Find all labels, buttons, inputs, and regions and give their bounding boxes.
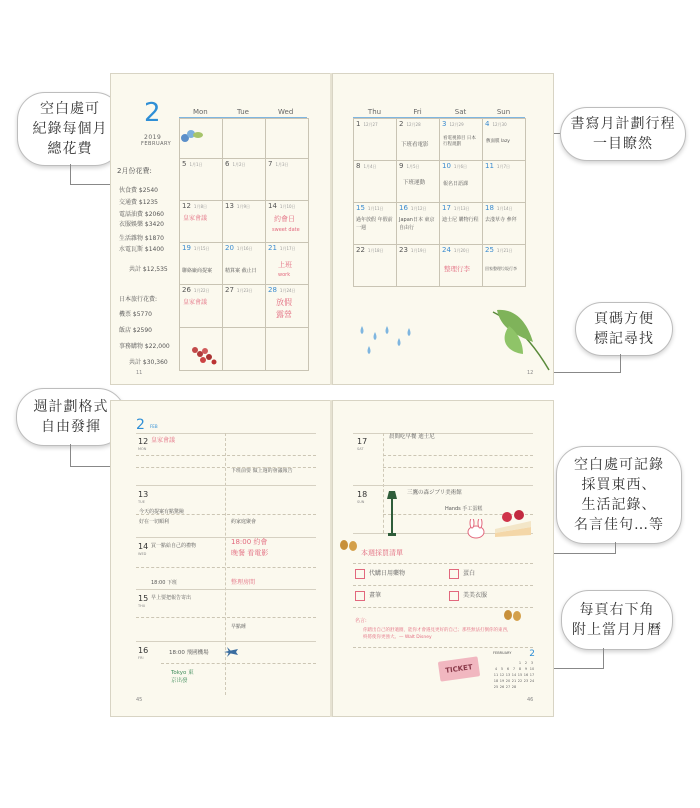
day-note: 18:00 下班 xyxy=(151,580,177,586)
leader-line xyxy=(70,184,115,186)
month-grid-right xyxy=(353,118,526,287)
weekday-label: Mon xyxy=(179,108,222,119)
mini-calendar-day: 8 xyxy=(518,667,522,671)
month-number: 2 xyxy=(144,98,161,128)
day-cell[interactable]: 23 1月19日 xyxy=(397,245,440,287)
month-name: FEBRUARY xyxy=(141,141,172,147)
day-cell[interactable]: 22 1月18日 xyxy=(354,245,397,287)
cell-note: 上班 xyxy=(278,261,292,269)
shopping-item: 畫筆 xyxy=(369,592,382,599)
day-cell[interactable]: 7 1月3日 xyxy=(266,159,309,201)
mini-calendar-day: 20 xyxy=(505,679,511,683)
weekday-label: Wed xyxy=(264,108,307,119)
quote-label: 名言: xyxy=(355,618,367,624)
shopping-checkbox[interactable] xyxy=(355,591,365,601)
cell-note: 過年放假 年假前一週 xyxy=(356,217,393,231)
cell-note: 放假 露營 xyxy=(276,298,292,319)
mini-calendar-day: 3 xyxy=(530,661,534,665)
leader-line xyxy=(70,164,72,184)
day-cell[interactable]: 5 1月1日 xyxy=(180,159,223,201)
mini-calendar-day: 11 xyxy=(493,673,499,677)
day-cell[interactable]: 1 12月27 xyxy=(354,119,397,161)
mini-calendar-day: 19 xyxy=(499,679,505,683)
expense-item: 飯店 $2590 xyxy=(119,327,152,334)
leader-line xyxy=(620,354,622,372)
day-number: 15 xyxy=(138,594,149,603)
mini-calendar-day: 5 xyxy=(500,667,504,671)
cell-note: 去淺草寺 參拜 xyxy=(485,217,517,223)
cell-note: 聯絡廠商提案 xyxy=(182,268,213,274)
mini-calendar-grid xyxy=(493,661,535,689)
cake-illustration xyxy=(493,509,533,539)
day-note: 三鷹の森ジブリ美術館 xyxy=(407,490,462,496)
leaf-illustration xyxy=(489,306,553,374)
mini-calendar-day: 24 xyxy=(529,679,535,683)
day-note: 18:00 約會 xyxy=(231,538,268,546)
expense-item: 生活雜物 $1870 xyxy=(119,235,164,242)
day-cell[interactable]: 19 1月15日 聯絡廠商提案 xyxy=(180,243,223,285)
cell-note: 下班看電影 xyxy=(401,142,429,148)
day-number: 12 xyxy=(138,437,149,446)
day-number: 16 xyxy=(138,646,149,655)
mini-calendar-day: 27 xyxy=(505,685,511,689)
day-note: 皇家會議 xyxy=(151,437,176,444)
mini-calendar-day: 14 xyxy=(511,673,517,677)
day-cell[interactable]: 14 1月10日 約會日 sweet date xyxy=(266,201,309,243)
day-cell[interactable]: 10 1月6日 報名日語課 xyxy=(440,161,483,203)
red-berries-illustration xyxy=(189,342,221,370)
leader-line xyxy=(603,648,605,668)
expense-item: 機票 $5770 xyxy=(119,311,152,318)
cell-note: Japan日本 東京自由行 xyxy=(399,217,435,231)
leader-line xyxy=(615,542,617,554)
mini-calendar-day: 18 xyxy=(493,679,499,683)
expense-item: 電話油費 $2060 xyxy=(119,211,164,218)
shopping-item: 蛋白 xyxy=(463,570,476,577)
month-page-right xyxy=(332,73,554,385)
mini-calendar-day: 1 xyxy=(518,661,522,665)
weekday-label: Sat xyxy=(439,108,482,119)
day-of-week: SUN xyxy=(357,500,365,504)
shopping-checkbox[interactable] xyxy=(449,591,459,601)
day-cell[interactable]: 4 12月30 敷面膜 lazy xyxy=(483,119,526,161)
mini-calendar-day: 17 xyxy=(529,673,535,677)
month-page-left xyxy=(110,73,332,385)
day-note: 18:00 飛國機場 xyxy=(169,650,209,656)
day-of-week: MON xyxy=(138,447,147,451)
weekday-label: Fri xyxy=(396,108,439,119)
ticket-stamp: TICKET xyxy=(438,656,480,681)
day-of-week: FRI xyxy=(138,656,144,660)
weekday-label: Sun xyxy=(482,108,525,119)
month-year: 2019 xyxy=(144,134,162,141)
day-note: 好在一切順利 xyxy=(139,519,170,525)
day-cell[interactable]: 8 1月4日 xyxy=(354,161,397,203)
cell-note: 看電視節目 日本行程規劃 xyxy=(443,136,476,147)
day-note: 買一點給自己的禮物 xyxy=(151,543,197,549)
weekday-label: Thu xyxy=(353,108,396,119)
shopping-item: 代購日用藥物 xyxy=(369,570,406,577)
day-of-week: WED xyxy=(138,552,147,556)
cell-note: work xyxy=(278,272,291,278)
day-cell[interactable]: 16 1月12日 Japan日本 東京自由行 xyxy=(397,203,440,245)
day-note: 早點睡 xyxy=(231,624,247,630)
leader-line xyxy=(70,444,72,466)
expense-total: 共計 $12,535 xyxy=(129,266,168,273)
day-of-week: TUE xyxy=(138,500,145,504)
airplane-icon xyxy=(223,646,239,658)
cell-note: 整理行李 xyxy=(444,265,470,273)
day-cell[interactable]: 24 1月20日 整理行李 xyxy=(440,245,483,287)
day-cell[interactable]: 25 1月21日 回家整理垃圾行李 xyxy=(483,245,526,287)
mini-calendar-day: 28 xyxy=(511,685,517,689)
day-note: 早上要把報告寄出 xyxy=(151,595,192,601)
mini-calendar-day: 21 xyxy=(511,679,517,683)
raindrops-illustration xyxy=(357,324,417,360)
mini-calendar-day: 2 xyxy=(524,661,528,665)
day-note: 下班前要 做上週的會議報告 xyxy=(231,468,293,474)
mini-calendar-month: 2 xyxy=(529,649,535,659)
callout-mini-calendar: 每頁右下角 附上當月月曆 xyxy=(561,590,673,650)
page-number: 12 xyxy=(527,370,534,376)
mini-calendar-day: 13 xyxy=(505,673,511,677)
weekday-label: Tue xyxy=(222,108,265,119)
cell-note: 迪士尼 購物行程 xyxy=(442,217,479,223)
day-cell[interactable]: 6 1月2日 xyxy=(223,159,266,201)
week-page-left xyxy=(110,400,332,717)
week-page-right xyxy=(332,400,554,717)
month-grid-left xyxy=(179,118,309,371)
callout-blank-space: 空白處可 紀錄每個月 總花費 xyxy=(17,92,123,166)
day-cell[interactable]: 2 12月28 下班看電影 xyxy=(397,119,440,161)
day-cell[interactable]: 21 1月17日 上班 work xyxy=(266,243,309,285)
day-cell[interactable]: 12 1月8日 皇家會議 xyxy=(180,201,223,243)
week-month-label: FEB xyxy=(150,424,158,429)
callout-page-numbers: 頁碼方便 標記尋找 xyxy=(575,302,673,356)
callout-weekly-format: 週計劃格式 自由發揮 xyxy=(16,388,126,446)
mini-calendar-day: 4 xyxy=(494,667,498,671)
cell-note: 皇家會議 xyxy=(183,299,208,306)
expense-item: 日本旅行花費: xyxy=(119,296,158,303)
lamp-post-illustration xyxy=(385,487,399,537)
quote-text: 你踏出自己的舒適圈，能你才會遇見更好的自己；那些無法打倒你的東西，終將使你更強大。— Walt Disney xyxy=(363,628,512,640)
day-number: 14 xyxy=(138,542,149,551)
day-of-week: THU xyxy=(138,604,146,608)
mini-calendar-day: 23 xyxy=(523,679,529,683)
mini-calendar xyxy=(493,651,535,689)
cell-note: 敷面膜 lazy xyxy=(486,139,510,144)
expenses-title: 2月份花費: xyxy=(117,167,152,175)
expense-item: 衣服娛樂 $3420 xyxy=(119,221,164,228)
mini-calendar-day: 26 xyxy=(499,685,505,689)
expense-item: 水電瓦斯 $1400 xyxy=(119,246,164,253)
day-cell[interactable]: 18 1月14日 去淺草寺 參拜 xyxy=(483,203,526,245)
mini-calendar-title: FEBRUARY xyxy=(493,651,512,655)
expense-item: 事務購物 $22,000 xyxy=(119,343,170,350)
cell-note: 下班運動 xyxy=(403,180,426,186)
day-number: 17 xyxy=(357,437,368,446)
day-cell[interactable]: 9 1月5日 下班運動 xyxy=(397,161,440,203)
cell-note: 約會日 xyxy=(274,215,295,223)
shopping-title: 本週採買清單 xyxy=(361,549,403,557)
day-cell[interactable]: 20 1月16日 精算案 截止日 xyxy=(223,243,266,285)
day-cell[interactable]: 13 1月9日 xyxy=(223,201,266,243)
day-number: 13 xyxy=(138,490,149,499)
day-note: 今天的提案有點驚險 xyxy=(139,509,185,515)
mini-calendar-day: 7 xyxy=(512,667,516,671)
mini-calendar-day: 22 xyxy=(517,679,523,683)
cell-note: sweet date xyxy=(272,227,300,233)
day-number: 18 xyxy=(357,490,368,499)
acorn-icon xyxy=(503,607,523,621)
shopping-item: 美美衣服 xyxy=(463,592,488,599)
mini-calendar-day: 9 xyxy=(524,667,528,671)
day-note: 約家庭聚會 xyxy=(231,519,257,525)
mini-calendar-day: 16 xyxy=(523,673,529,677)
day-cell[interactable]: 3 12月29 看電視節目 日本行程規劃 xyxy=(440,119,483,161)
day-cell[interactable]: 11 1月7日 xyxy=(483,161,526,203)
expense-item: 伙食費 $2540 xyxy=(119,187,158,194)
page-number: 11 xyxy=(136,370,143,376)
callout-free-space: 空白處可記錄 採買東西、 生活記錄、 名言佳句…等 xyxy=(556,446,682,544)
mini-calendar-day: 15 xyxy=(517,673,523,677)
shopping-checkbox[interactable] xyxy=(355,569,365,579)
page-number: 45 xyxy=(136,697,143,703)
day-cell[interactable]: 28 1月24日 放假 露營 xyxy=(266,285,309,328)
bunny-icon xyxy=(465,519,487,539)
cell-note: 皇家會議 xyxy=(183,215,208,222)
week-month-number: 2 xyxy=(136,417,145,433)
expense-item: 交通費 $1235 xyxy=(119,199,158,206)
day-cell[interactable]: 27 1月23日 xyxy=(223,285,266,328)
day-note: Hands 手工蛋糕 xyxy=(445,506,483,512)
mini-calendar-day: 25 xyxy=(493,685,499,689)
day-note: 晨間吃早餐 迪士尼 xyxy=(389,434,435,440)
day-of-week: SAT xyxy=(357,447,364,451)
cell-note: 回家整理垃圾行李 xyxy=(485,266,517,271)
shopping-checkbox[interactable] xyxy=(449,569,459,579)
day-note: 晚餐 看電影 xyxy=(231,549,269,557)
acorn-icon xyxy=(339,537,359,551)
day-cell[interactable]: 26 1月22日 皇家會議 xyxy=(180,285,223,328)
callout-monthly-plan: 書寫月計劃行程 一目瞭然 xyxy=(560,107,686,161)
mini-calendar-day: 10 xyxy=(529,667,535,671)
day-cell[interactable]: 15 1月11日 過年放假 年假前一週 xyxy=(354,203,397,245)
cell-note: 報名日語課 xyxy=(443,181,469,187)
expense-total: 共計 $30,360 xyxy=(129,359,168,366)
mini-calendar-day: 12 xyxy=(499,673,505,677)
cell-note: 精算案 截止日 xyxy=(225,268,257,274)
day-note: Tokyo 東京出發 xyxy=(171,670,194,684)
day-cell[interactable]: 17 1月13日 迪士尼 購物行程 xyxy=(440,203,483,245)
day-note: 整理房間 xyxy=(231,579,256,586)
page-number: 46 xyxy=(527,697,534,703)
mini-calendar-day: 6 xyxy=(506,667,510,671)
